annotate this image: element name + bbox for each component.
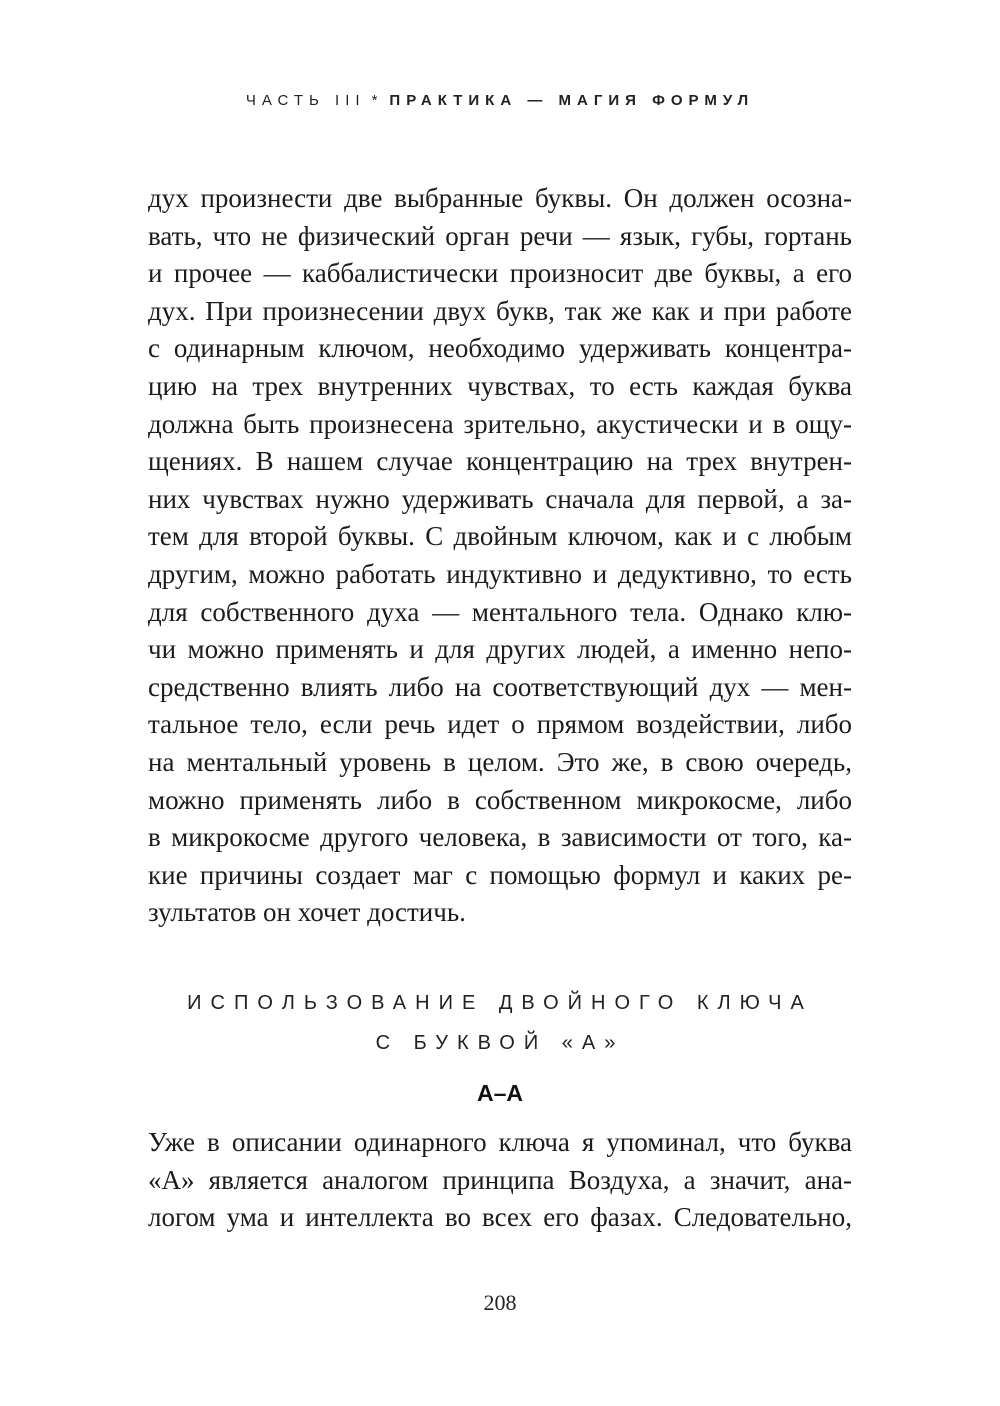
text-line: должна быть произнесена зрительно, акустически и в ощу-: [148, 408, 852, 439]
body-paragraph-2: [148, 1124, 852, 1237]
text-line: зультатов он хочет достичь.: [148, 897, 466, 928]
text-line: цию на трех внутренних чувствах, то есть каждая буква: [148, 370, 852, 401]
text-line: средственно влиять либо на соответствующий дух — мен-: [148, 671, 852, 702]
text-line: вать, что не физический орган речи — язык, губы, гортань: [148, 220, 852, 251]
text-line: дух произнести две выбранные буквы. Он должен осозна-: [148, 183, 852, 213]
text-line: и прочее — каббалистически произносит две буквы, а его: [148, 258, 852, 289]
running-head-title: ПРАКТИКА — МАГИЯ ФОРМУЛ: [389, 92, 755, 109]
text-line: них чувствах нужно удерживать сначала для первой, а за-: [148, 483, 852, 514]
text-line: на ментальный уровень в целом. Это же, в свою очередь,: [148, 746, 852, 777]
text-line: чи можно применять и для других людей, а именно непо-: [148, 634, 852, 665]
page-number: 208: [483, 1290, 517, 1315]
running-head: [0, 92, 1000, 109]
section-heading-line-1: ИСПОЛЬЗОВАНИЕ ДВОЙНОГО КЛЮЧА: [187, 992, 813, 1014]
text-line: с одинарным ключом, необходимо удерживать концентра-: [148, 333, 852, 364]
text-line: Уже в описании одинарного ключа я упоминал, что буква: [148, 1127, 852, 1157]
text-line: в микрокосме другого человека, в зависимости от того, ка-: [148, 822, 852, 853]
text-line: щениях. В нашем случае концентрацию на трех внутрен-: [148, 446, 852, 477]
text-line: логом ума и интеллекта во всех его фазах. Следовательно,: [148, 1202, 852, 1233]
text-line: кие причины создает маг с помощью формул и каких ре-: [148, 859, 852, 890]
text-line: «А» является аналогом принципа Воздуха, а значит, ана-: [148, 1164, 852, 1195]
body-paragraph-1: [148, 180, 852, 932]
running-head-part: ЧАСТЬ III: [245, 92, 366, 109]
subheading: А–А: [476, 1080, 523, 1106]
text-line: тем для второй буквы. С двойным ключом, как и с любым: [148, 521, 852, 552]
text-line: для собственного духа — ментального тела. Однако клю-: [148, 596, 852, 627]
running-head-separator: *: [371, 92, 384, 109]
text-line: можно применять либо в собственном микрокосме, либо: [148, 784, 852, 815]
text-line: дух. При произнесении двух букв, так же как и при работе: [148, 295, 852, 326]
section-heading-line-2: С БУКВОЙ «А»: [375, 1032, 625, 1054]
text-line: тальное тело, если речь идет о прямом воздействии, либо: [148, 709, 852, 740]
text-line: другим, можно работать индуктивно и дедуктивно, то есть: [148, 558, 852, 589]
